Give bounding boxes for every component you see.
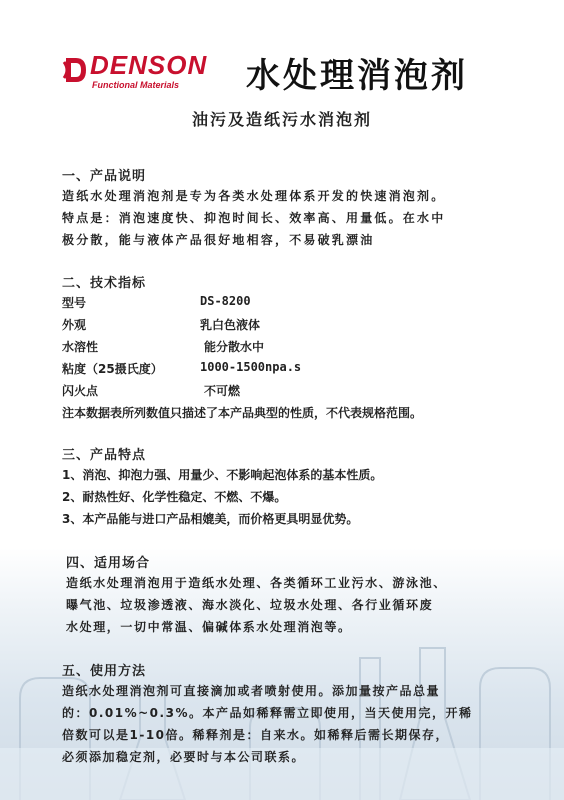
spec-label: 型号: [62, 296, 87, 310]
spec-label: 闪火点: [62, 384, 99, 398]
spec-value: DS-8200: [200, 294, 251, 308]
specs-note: 注本数据表所列数值只描述了本产品典型的性质，不代表规格范围。: [62, 406, 423, 420]
spec-value: 能分散水中: [204, 340, 265, 354]
feature-line: 1、消泡、抑泡力强、用量少、不影响起泡体系的基本性质。: [62, 468, 383, 482]
description-line: 特点是：消泡速度快、抑泡时间长、效率高、用量低。在水中: [62, 211, 446, 225]
usage-line: 的：0.01%~0.3%。本产品如稀释需立即使用，当天使用完，开稀: [62, 706, 473, 720]
spec-value: 乳白色液体: [200, 318, 261, 332]
spec-value: 不可燃: [204, 384, 241, 398]
section-heading-usage: 五、使用方法: [62, 664, 147, 679]
section-heading-features: 三、产品特点: [62, 448, 147, 463]
spec-value: 1000-1500npa.s: [200, 360, 302, 374]
section-heading-specs: 二、技术指标: [62, 276, 147, 291]
usage-line: 倍数可以是1-10倍。稀释剂是：自来水。如稀释后需长期保存，: [62, 728, 450, 742]
description-line: 造纸水处理消泡剂是专为各类水处理体系开发的快速消泡剂。: [62, 189, 446, 203]
page-subtitle: 油污及造纸污水消泡剂: [191, 110, 372, 129]
logo-wordmark: DENSON: [90, 50, 208, 80]
page-title: 水处理消泡剂: [246, 56, 468, 96]
logo-tagline: Functional Materials: [92, 80, 180, 90]
usage-line: 必须添加稳定剂，必要时与本公司联系。: [62, 750, 306, 764]
application-line: 曝气池、垃圾渗透液、海水淡化、垃圾水处理、各行业循环废: [66, 598, 434, 612]
spec-label: 外观: [62, 318, 87, 332]
feature-line: 3、本产品能与进口产品相媲美，而价格更具明显优势。: [62, 512, 359, 526]
spec-label: 粘度（25摄氏度）: [62, 362, 163, 376]
feature-line: 2、耐热性好、化学性稳定、不燃、不爆。: [62, 490, 287, 504]
section-heading-applications: 四、适用场合: [66, 556, 151, 571]
header: [0, 42, 564, 102]
description-line: 极分散，能与液体产品很好地相容，不易破乳漂油: [62, 233, 375, 247]
application-line: 造纸水处理消泡用于造纸水处理、各类循环工业污水、游泳池、: [66, 576, 447, 590]
section-heading-description: 一、产品说明: [62, 169, 147, 184]
application-line: 水处理，一切中常温、偏碱体系水处理消泡等。: [66, 620, 352, 634]
spec-label: 水溶性: [62, 340, 99, 354]
denson-logo-icon: [62, 54, 88, 86]
brand-logo: [62, 52, 242, 92]
usage-line: 造纸水处理消泡剂可直接滴加或者喷射使用。添加量按产品总量: [62, 684, 441, 698]
